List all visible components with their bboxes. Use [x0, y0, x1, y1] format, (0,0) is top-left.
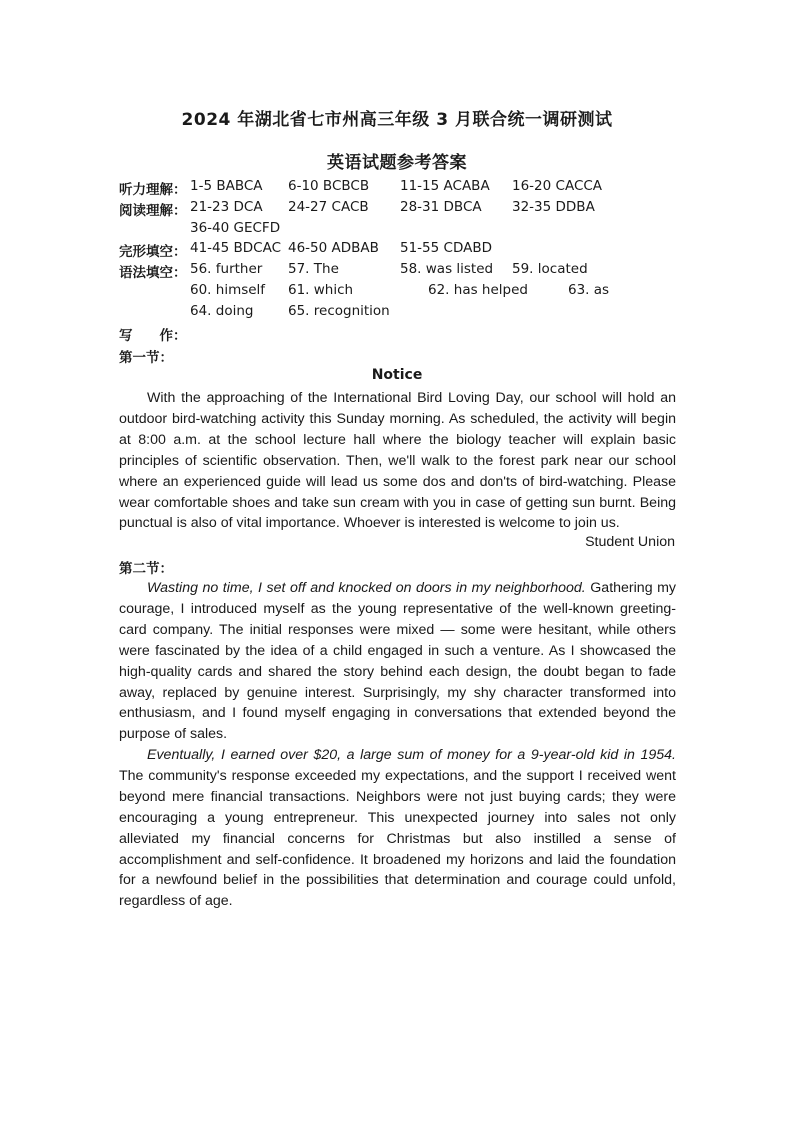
section-label: 听力理解： [119, 182, 187, 198]
answer-item: 63. as [568, 281, 610, 298]
writing-row [119, 324, 719, 345]
answer-item: 62. has helped [428, 281, 528, 298]
section-label: 阅读理解： [119, 202, 187, 219]
answer-row-reading-extra [119, 220, 719, 241]
answer-item: 60. himself [190, 281, 266, 298]
story-paragraph-2 [119, 745, 676, 912]
paragraph-body: Gathering my courage, I introduced myself as the young representative of the well-known greeting-card company. The initial responses were mixed — some were hesitant, while others were fascinated by the idea of a child engaged in such a venture. As I showcased the high-quality cards and shared the story behind each design, the doubt began to fade away, replaced by genuine interest. Surprisingly, my shy character transformed into enthusiasm, and I found myself engaging in conversations that extended beyond the purpose of sales. [119, 580, 677, 743]
answer-group: 46-50 ADBAB [288, 240, 379, 257]
answer-group: 24-27 CACB [288, 198, 369, 215]
notice-body: With the approaching of the International Bird Loving Day, our school will hold an outdoor bird-watching activity this Sunday morning. As scheduled, the activity will begin at 8:00 a.m. at the school lecture hall where the biology teacher will explain basic principles of scientific observation. Then, we'll walk to the forest park near our school where an experienced guide will lead us some dos and don'ts of bird-watching. Please wear comfortable shoes and take sun cream with you in case of getting sun burnt. Being punctual is also of vital importance. Whoever is interested is welcome to join us. [119, 390, 676, 532]
section-label: 语法填空： [119, 265, 187, 282]
answer-row-grammar-1 [119, 261, 719, 282]
answer-group: 28-31 DBCA [400, 198, 482, 215]
answer-group: 6-10 BCBCB [288, 178, 370, 194]
notice-title: Notice [371, 367, 423, 383]
answer-group: 36-40 GECFD [190, 219, 281, 236]
section-label: 完形填空： [119, 244, 187, 261]
answer-group: 16-20 CACCA [512, 178, 603, 194]
page-title: 2024 年湖北省七市州高三年级 3 月联合统一调研测试 [181, 110, 613, 130]
answer-group: 41-45 BDCAC [190, 240, 282, 257]
answer-item: 64. doing [190, 302, 254, 319]
answer-row-grammar-2 [119, 282, 719, 303]
answer-group: 1-5 BABCA [190, 178, 263, 194]
answer-item: 61. which [288, 281, 354, 298]
story-paragraph-1 [119, 578, 676, 745]
section-label-part2: 第二节： [119, 561, 173, 577]
page-subtitle: 英语试题参考答案 [327, 153, 467, 173]
answer-item: 65. recognition [288, 302, 390, 319]
answer-group: 32-35 DDBA [512, 198, 595, 215]
paragraph-lead: Eventually, I earned over $20, a large sum of money for a 9-year-old kid in 1954. [147, 747, 676, 763]
answer-item: 57. The [288, 261, 339, 278]
answer-group: 51-55 CDABD [400, 240, 492, 257]
answer-item: 59. located [512, 261, 588, 278]
answer-item: 58. was listed [400, 261, 494, 278]
answer-group: 11-15 ACABA [400, 178, 490, 194]
paragraph-lead: Wasting no time, I set off and knocked on doors in my neighborhood. [147, 580, 586, 596]
section-label-part1: 第一节： [119, 350, 173, 366]
answer-row-grammar-3 [119, 303, 719, 324]
answer-row-listening [119, 178, 719, 199]
paragraph-body: The community's response exceeded my expectations, and the support I received went beyond mere financial transactions. Neighbors were not just buying cards; they were encouraging a young entrepreneur. This unexpected journey into sales not only alleviated my financial concerns for Christmas but also instilled a sense of accomplishment and self-confidence. It broadened my horizons and laid the foundation for a newfound belief in the possibilities that determination and courage could unfold, regardless of age. [119, 767, 676, 910]
notice-signature: Student Union [585, 534, 675, 550]
answer-group: 21-23 DCA [190, 198, 263, 215]
section-label-writing: 写 作： [119, 327, 187, 344]
answer-row-cloze [119, 240, 719, 261]
answer-row-reading [119, 199, 719, 220]
answer-item: 56. further [190, 261, 263, 278]
answer-table [119, 178, 719, 344]
